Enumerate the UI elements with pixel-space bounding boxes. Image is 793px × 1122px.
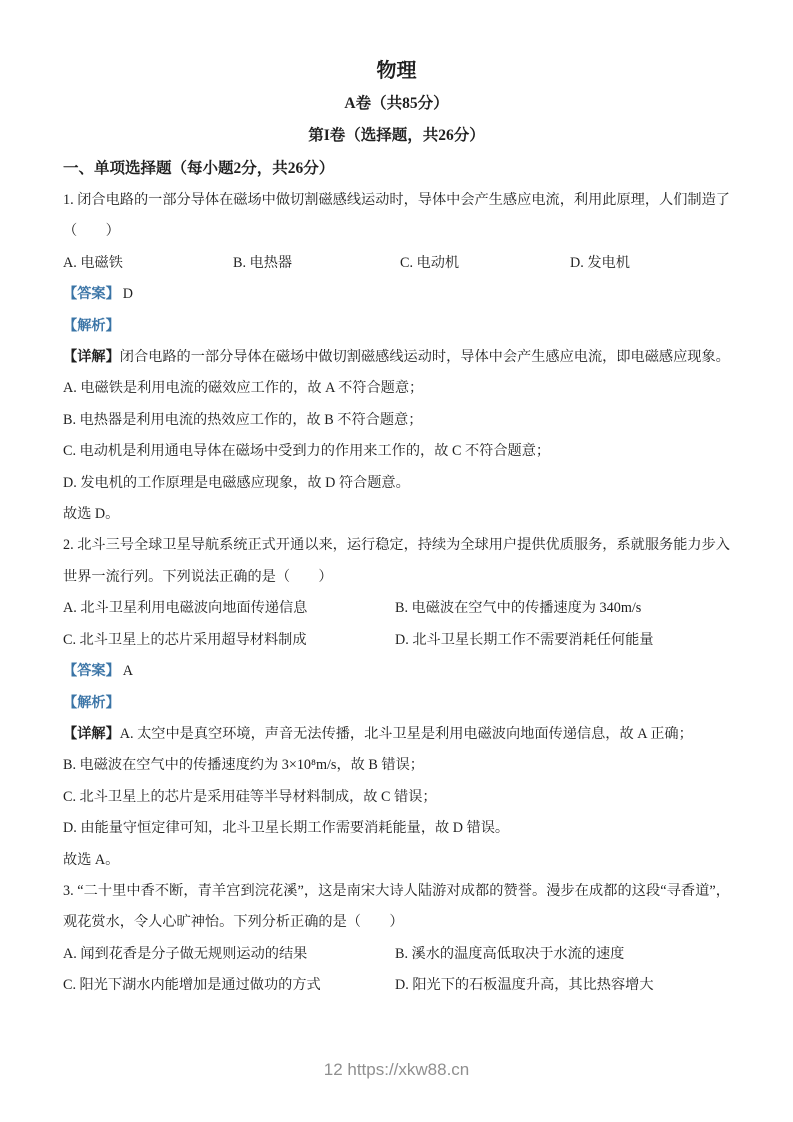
question-1-detail-b: B. 电热器是利用电流的热效应工作的，故 B 不符合题意；	[63, 411, 423, 428]
question-1-detail-intro	[63, 342, 730, 373]
question-1-option-b: B. 电热器	[233, 254, 293, 271]
question-2-option-b: B. 电磁波在空气中的传播速度为 340m/s	[395, 600, 642, 617]
paper-a-heading: A卷（共85分）	[344, 95, 449, 112]
question-1-detail-a: A. 电磁铁是利用电流的磁效应工作的，故 A 不符合题意；	[63, 380, 424, 397]
question-1-option-a: A. 电磁铁	[63, 254, 123, 271]
section-heading: 一、单项选择题（每小题2分，共26分）	[63, 160, 335, 177]
question-2-answer-line	[63, 656, 730, 687]
question-3-option-b: B. 溪水的温度高低取决于水流的速度	[395, 945, 625, 962]
question-1-option-d: D. 发电机	[570, 254, 630, 271]
question-1-detail-c: C. 电动机是利用通电导体在磁场中受到力的作用来工作的，故 C 不符合题意；	[63, 443, 551, 460]
analysis-label: 【解析】	[63, 317, 120, 334]
question-3-option-a: A. 闻到花香是分子做无规则运动的结果	[63, 945, 308, 962]
part-one-heading: 第I卷（选择题，共26分）	[308, 127, 485, 144]
question-1-detail-d: D. 发电机的工作原理是电磁感应现象，故 D 符合题意。	[63, 474, 410, 491]
question-2-stem: 2. 北斗三号全球卫星导航系统正式开通以来，运行稳定，持续为全球用户提供优质服务，系就服务能力步入世界一流行列。下列说法正确的是（ ）	[63, 537, 730, 585]
question-3-option-c: C. 阳光下湖水内能增加是通过做功的方式	[63, 977, 321, 994]
question-2-detail-b: B. 电磁波在空气中的传播速度约为 3×10⁸m/s，故 B 错误；	[63, 757, 424, 774]
question-2-option-c: C. 北斗卫星上的芯片采用超导材料制成	[63, 631, 307, 648]
question-1-answer: D	[122, 286, 134, 303]
question-2-option-d: D. 北斗卫星长期工作不需要消耗任何能量	[395, 631, 654, 648]
detail-label: 【详解】	[63, 725, 120, 742]
question-2-detail-intro	[63, 719, 730, 750]
question-1-detail-text: 闭合电路的一部分导体在磁场中做切割磁感线运动时，导体中会产生感应电流，即电磁感应现象。	[119, 349, 730, 366]
question-1-option-c: C. 电动机	[400, 254, 460, 271]
question-2-conclusion: 故选 A。	[63, 851, 120, 868]
question-2-options	[63, 593, 730, 656]
question-2-analysis-line	[63, 688, 730, 719]
page-footer-watermark: 12 https://xkw88.cn	[323, 1060, 470, 1079]
question-2-detail-c: C. 北斗卫星上的芯片是采用硅等半导材料制成，故 C 错误；	[63, 788, 437, 805]
question-1-conclusion: 故选 D。	[63, 506, 120, 523]
answer-label: 【答案】	[63, 663, 120, 680]
question-1-analysis-line	[63, 311, 730, 342]
question-2-option-a: A. 北斗卫星利用电磁波向地面传递信息	[63, 600, 308, 617]
question-2-detail-d: D. 由能量守恒定律可知，北斗卫星长期工作需要消耗能量，故 D 错误。	[63, 820, 510, 837]
analysis-label: 【解析】	[63, 694, 120, 711]
question-3-stem: 3. “二十里中香不断，青羊宫到浣花溪”，这是南宋大诗人陆游对成都的赞誉。漫步在成都的这段“寻香道”，观花赏水，令人心旷神怡。下列分析正确的是（ ）	[63, 882, 730, 931]
question-1-answer-line	[63, 279, 730, 310]
question-3-option-d: D. 阳光下的石板温度升高，其比热容增大	[395, 977, 654, 994]
question-3-options	[63, 939, 730, 1002]
page-title: 物理	[376, 60, 417, 82]
detail-label: 【详解】	[63, 349, 120, 366]
answer-label: 【答案】	[63, 286, 120, 303]
question-1-options	[63, 248, 730, 279]
question-2-detail-text: A. 太空中是真空环境，声音无法传播，北斗卫星是利用电磁波向地面传递信息，故 A 正确；	[119, 725, 693, 742]
question-1-stem: 1. 闭合电路的一部分导体在磁场中做切割磁感线运动时，导体中会产生感应电流，利用此原理，人们制造了（ ）	[63, 192, 730, 240]
question-2-answer: A	[122, 663, 134, 680]
